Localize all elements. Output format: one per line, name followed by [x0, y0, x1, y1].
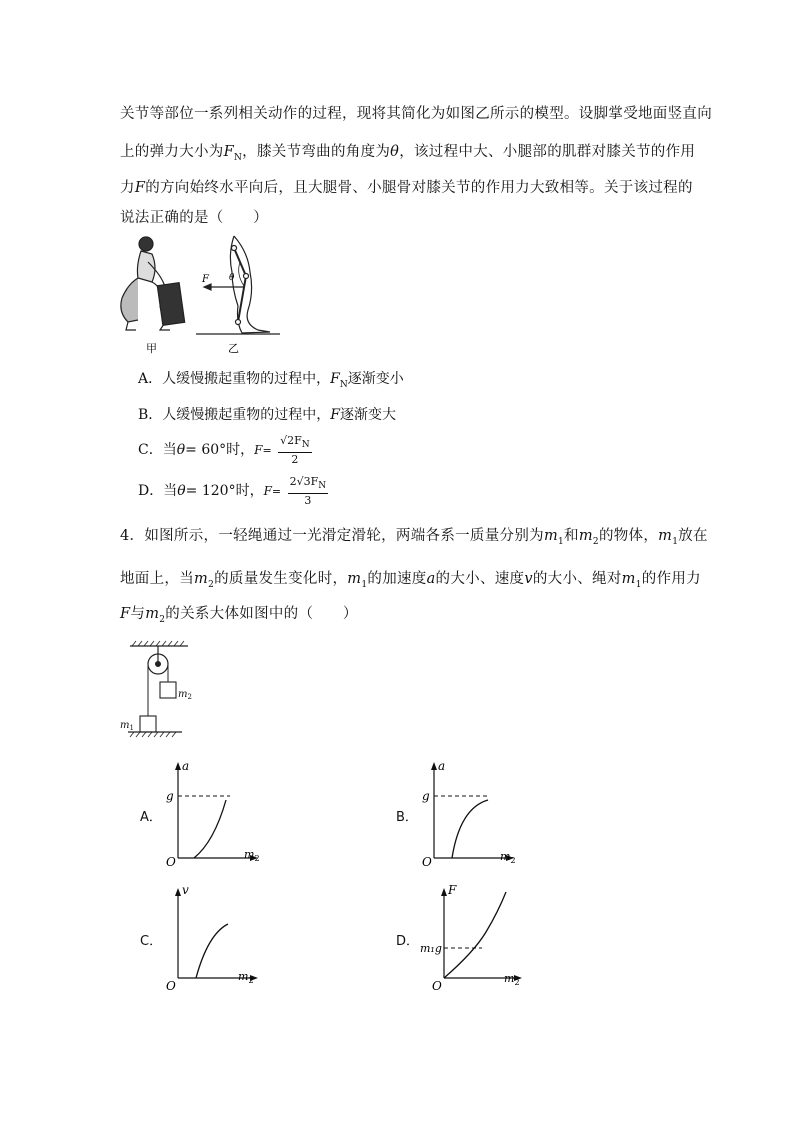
- person-lifting-illustration: [121, 237, 185, 330]
- q3-line-2: 上的弹力大小为$F_N$，膝关节弯曲的角度为θ，该过程中大、小腿部的肌群对膝关节的作用: [120, 144, 696, 163]
- mass-m2-block: [160, 682, 176, 698]
- option-c-fraction: $\frac{√2F_N}{2}$: [280, 434, 310, 467]
- y-axis-label: a: [182, 759, 190, 773]
- mark-g: g: [166, 789, 174, 803]
- label-m2: $m_2$: [178, 689, 192, 701]
- y-axis-label: F: [448, 883, 457, 897]
- option-d-fraction: $\frac{2√3F_N}{3}$: [289, 475, 327, 508]
- y-axis-label: v: [182, 883, 189, 897]
- q3-option-c[interactable]: C．当θ= 60°时，F= $\frac{√2F_N}{2}$: [138, 434, 310, 467]
- q3-line-1: 关节等部位一系列相关动作的过程，现将其简化为如图乙所示的模型。设脚掌受地面竖直向: [120, 106, 712, 122]
- graph-b: [418, 758, 528, 870]
- angle-theta-label: θ: [229, 273, 235, 283]
- mark-g: g: [422, 789, 430, 803]
- curve-a-vs-m2: [194, 800, 226, 858]
- q3-option-a[interactable]: A．人缓慢搬起重物的过程中，$F_N$逐渐变小: [138, 371, 404, 390]
- graph-a: [162, 758, 272, 870]
- y-axis-label: a: [438, 759, 446, 773]
- force-F-label: F: [202, 274, 209, 285]
- q4-line-2: 地面上，当$m_2$的质量发生变化时，$m_1$的加速度a的大小、速度v的大小、绳对$m_1$的作用力: [120, 571, 701, 590]
- origin-label: O: [166, 855, 176, 869]
- label-m1: $m_1$: [120, 720, 134, 732]
- x-axis-label: $m_2$: [244, 848, 260, 863]
- graph-b-label[interactable]: B．: [396, 810, 418, 825]
- x-axis-label: $m_2$: [504, 972, 520, 987]
- curve-a-vs-m2: [452, 800, 488, 858]
- q3-option-b[interactable]: B．人缓慢搬起重物的过程中，F逐渐变大: [138, 407, 397, 423]
- curve-F-vs-m2: [444, 892, 506, 978]
- q4-line-1: 4．如图所示，一轻绳通过一光滑定滑轮，两端各系一质量分别为$m_1$和$m_2$的物体，$m_1$放在: [120, 528, 708, 547]
- mass-m1-block: [140, 716, 156, 732]
- graph-d: [418, 882, 536, 994]
- figure-label-yi: 乙: [228, 342, 239, 355]
- x-axis-label: $m_2$: [238, 970, 254, 985]
- mark-m1g: m₁g: [420, 942, 442, 955]
- pulley-diagram: [118, 640, 198, 745]
- leg-model-diagram: [196, 236, 280, 334]
- graph-c-label[interactable]: C．: [140, 934, 163, 949]
- q3-line-4: 说法正确的是（ ）: [120, 210, 268, 226]
- graph-c: [162, 882, 272, 994]
- graph-a-label[interactable]: A．: [140, 810, 162, 825]
- origin-label: O: [422, 855, 432, 869]
- graph-d-label[interactable]: D．: [396, 934, 420, 949]
- origin-label: O: [432, 979, 442, 993]
- q4-line-3: F与$m_2$的关系大体如图中的（ ）: [120, 606, 358, 625]
- x-axis-label: $m_2$: [500, 850, 516, 865]
- origin-label: O: [166, 979, 176, 993]
- q3-line-3: 力F的方向始终水平向后，且大腿骨、小腿骨对膝关节的作用力大致相等。关于该过程的: [120, 180, 693, 196]
- q3-figure: [108, 232, 288, 357]
- curve-v-vs-m2: [196, 924, 228, 978]
- figure-label-jia: 甲: [146, 342, 157, 355]
- q3-option-d[interactable]: D．当θ= 120°时，F= $\frac{2√3F_N}{3}$: [138, 475, 327, 508]
